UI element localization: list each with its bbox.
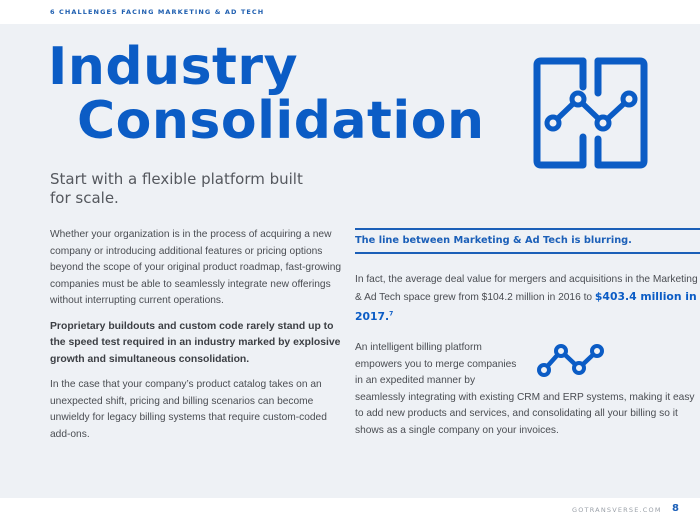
deal-value-paragraph	[355, 272, 700, 326]
page-title-line2: Consolidation	[77, 91, 485, 151]
deal-value-text: In fact, the average deal value for mergers and acquisitions in the Marketing & Ad Tech space grew from $104.2 million in 2016 to	[355, 274, 698, 303]
trend-line-icon	[535, 340, 605, 380]
subtitle: Start with a flexible platform built for scale.	[50, 170, 303, 207]
footnote-marker: 7	[389, 310, 394, 317]
highlight-value: $403.4 million in 2017.	[355, 289, 697, 323]
site-link[interactable]: GOTRANSVERSE.COM	[572, 506, 662, 514]
merge-trend-icon	[533, 57, 648, 169]
page-number: 8	[672, 503, 679, 514]
top-bar	[0, 0, 700, 24]
callout-heading: The line between Marketing & Ad Tech is blurring.	[355, 228, 700, 254]
billing-paragraph-wrap	[355, 340, 700, 439]
right-column	[355, 228, 700, 439]
page-title-line1: Industry	[48, 37, 298, 97]
section-label: 6 CHALLENGES FACING MARKETING & AD TECH	[50, 8, 265, 16]
billing-paragraph: An intelligent billing platform empowers you to merge companies in an expedited manner by seamlessly integrating with existing CRM and ERP systems, making it easy to add new products and services, and consolidating all your billing so it shows as a single company on your invoices.	[355, 342, 695, 436]
emphasis-paragraph: Proprietary buildouts and custom code rarely stand up to the speed test required in an industry marked by explosive growth and simultaneous consolidation.	[50, 320, 341, 365]
catalog-paragraph: In the case that your company’s product catalog takes on an unexpected shift, pricing and billing scenarios can become unwieldy for legacy billing systems that require custom-coded add-ons.	[50, 379, 327, 440]
left-column	[50, 227, 342, 452]
intro-paragraph: Whether your organization is in the process of acquiring a new company or introducing additional features or pricing options beyond the scope of your original product roadmap, fast-growing companies must be able to seamlessly integrate new offerings without interrupting current operations.	[50, 229, 342, 306]
